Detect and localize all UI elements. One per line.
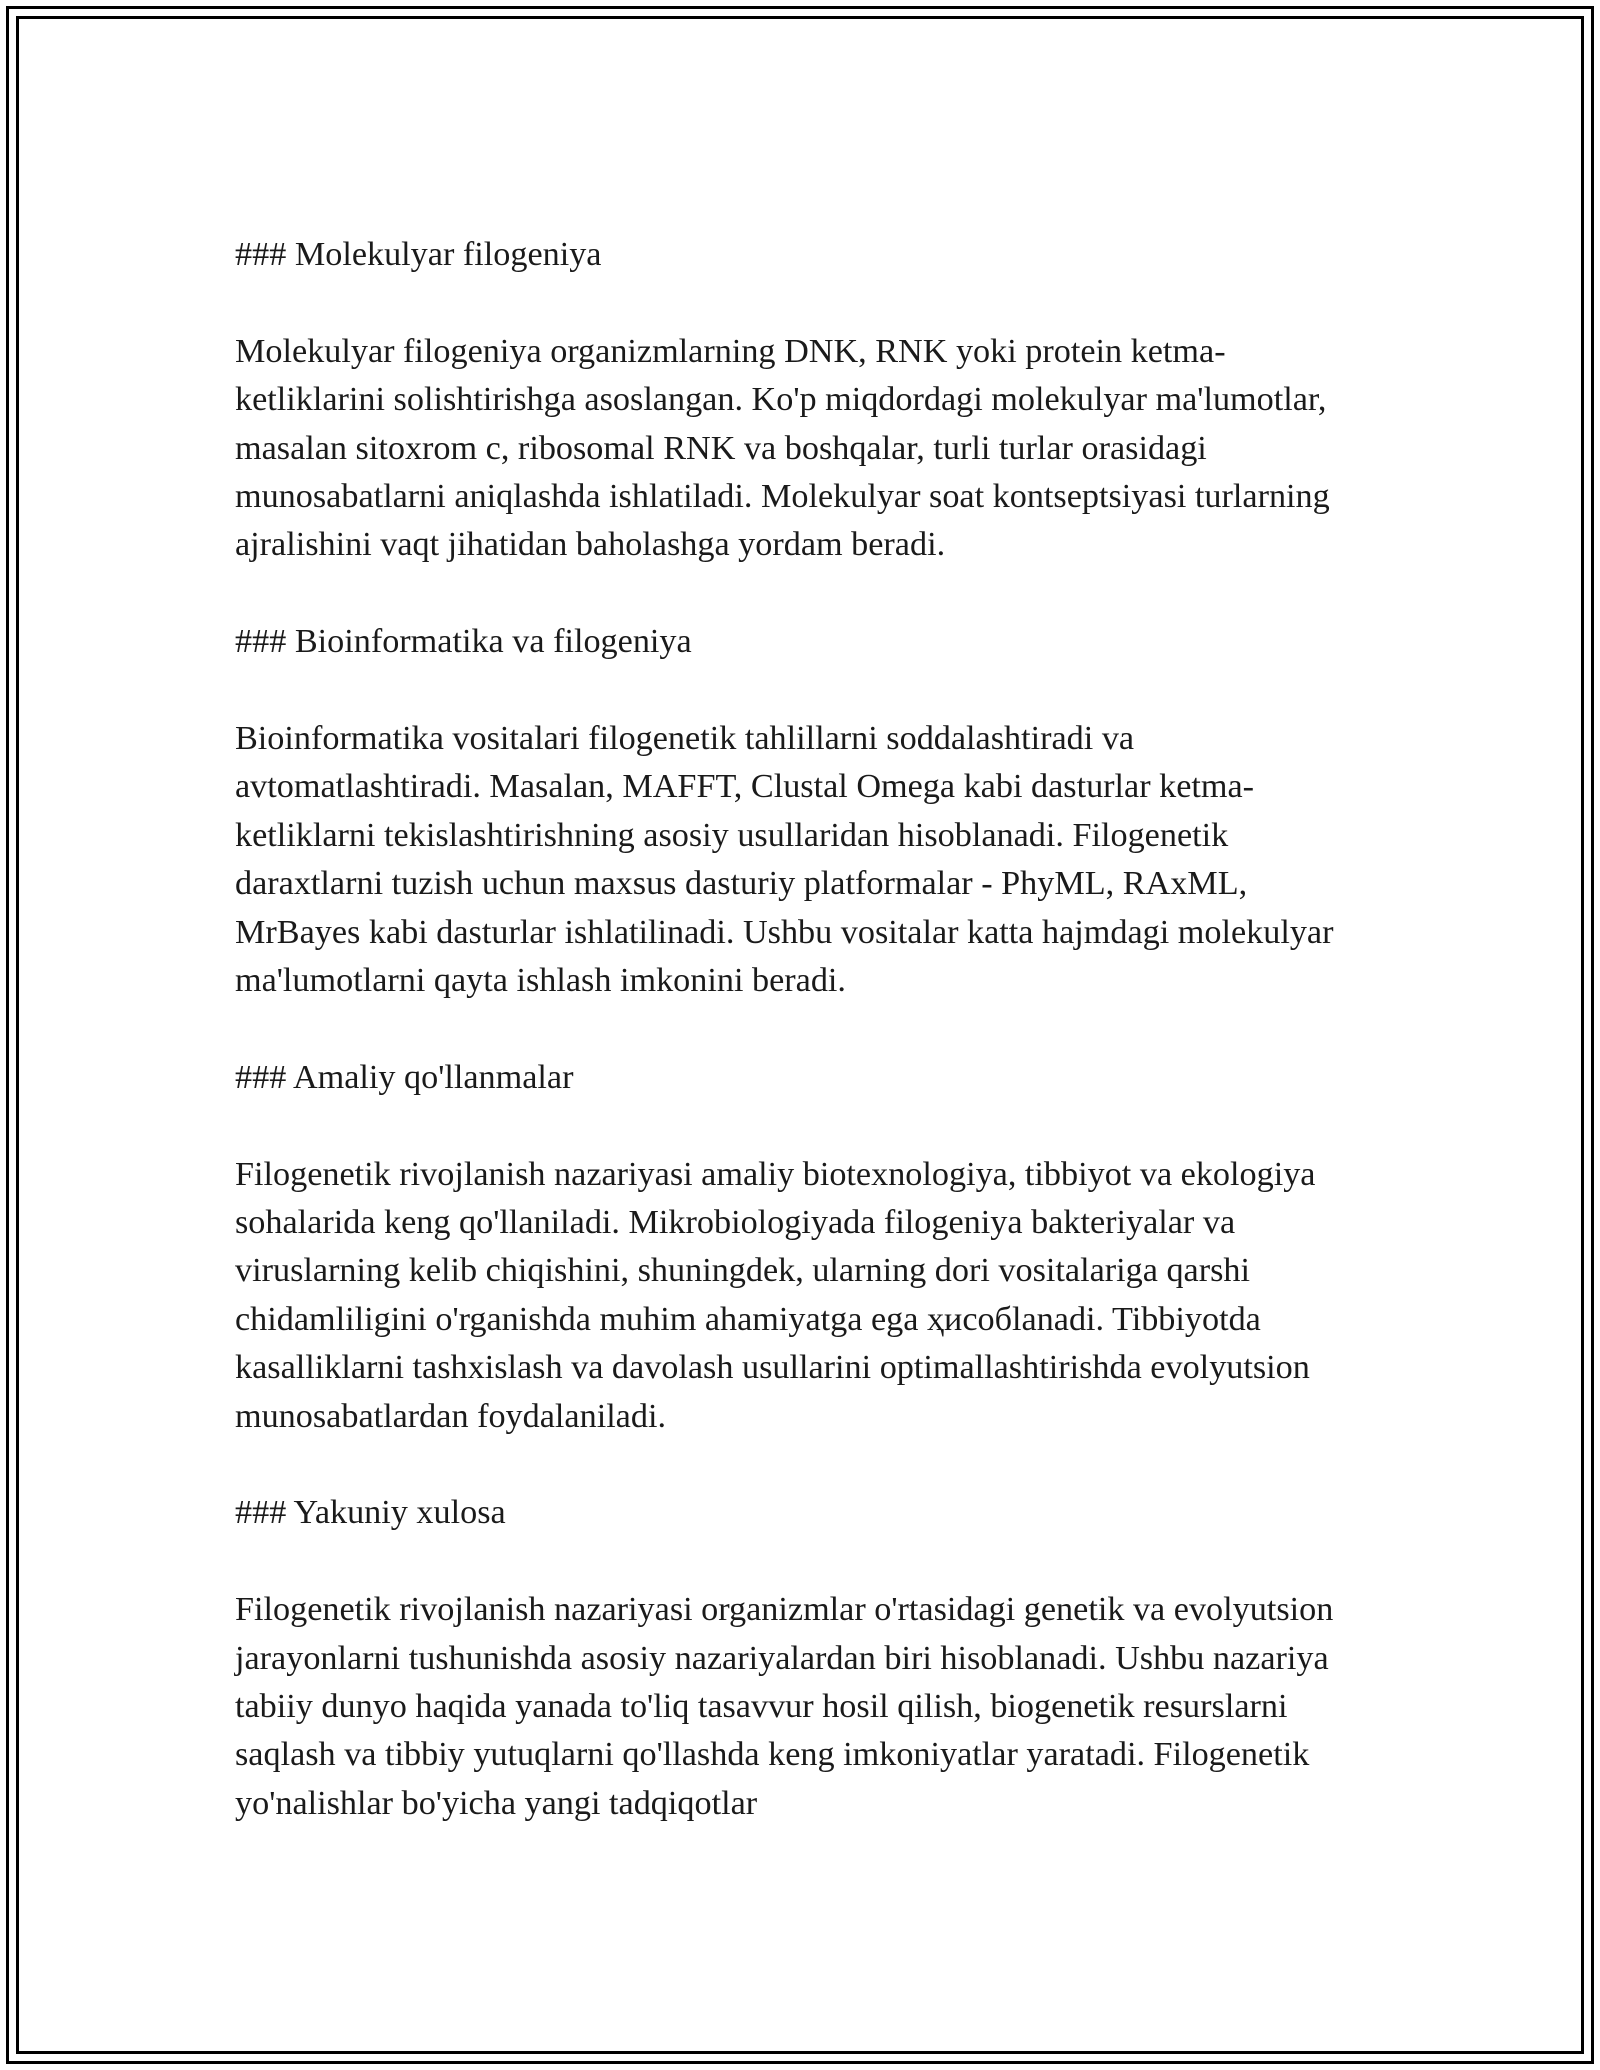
section-body-molekulyar-filogeniya: Molekulyar filogeniya organizmlarning DNK, RNK yoki protein ketma-ketliklarini solishtirishga asoslangan. Ko'p miqdordagi molekulyar ma'lumotlar, masalan sitoxrom c, ribosomal RNK va boshqalar, turli turlar orasidagi munosabatlarni aniqlashda ishlatiladi. Molekulyar soat kontseptsiyasi turlarning ajralishini vaqt jihatidan baholashga yordam beradi. — [235, 332, 1330, 564]
document-page — [235, 231, 1360, 1828]
section-heading-yakuniy-xulosa: ### Yakuniy xulosa — [235, 1494, 506, 1532]
section-heading-bioinformatika: ### Bioinformatika va filogeniya — [235, 623, 692, 661]
section-body-amaliy-qollanmalar: Filogenetik rivojlanish nazariyasi amaliy biotexnologiya, tibbiyot va ekologiya sohalarida keng qo'llaniladi. Mikrobiologiyada filogeniya bakteriyalar va viruslarning kelib chiqishini, shuningdek, ularning dori vositalariga qarshi chidamliligini o'rganishda muhim ahamiyatga ega ҳисобlanadi. Tibbiyotda kasalliklarni tashxislash va davolash usullarini optimallashtirishda evolyutsion munosabatlardan foydalaniladi. — [235, 1155, 1316, 1435]
section-body-yakuniy-xulosa: Filogenetik rivojlanish nazariyasi organizmlar o'rtasidagi genetik va evolyutsion jarayonlarni tushunishda asosiy nazariyalardan biri hisoblanadi. Ushbu nazariya tabiiy dunyo haqida yanada to'liq tasavvur hosil qilish, biogenetik resurslarni saqlash va tibbiy yutuqlarni qo'llashda keng imkoniyatlar yaratadi. Filogenetik yo'nalishlar bo'yicha yangi tadqiqotlar — [235, 1591, 1334, 1822]
section-heading-molekulyar-filogeniya: ### Molekulyar filogeniya — [235, 236, 602, 273]
section-body-bioinformatika: Bioinformatika vositalari filogenetik tahlillarni soddalashtiradi va avtomatlashtiradi. Masalan, MAFFT, Clustal Omega kabi dasturlar ketma-ketliklarni tekislashtirishning asosiy usullaridan hisoblanadi. Filogenetik daraxtlarni tuzish uchun maxsus dasturiy platformalar - PhyML, RAxML, MrBayes kabi dasturlar ishlatilinadi. Ushbu vositalar katta hajmdagi molekulyar ma'lumotlarni qayta ishlash imkonini beradi. — [235, 720, 1334, 1000]
section-heading-amaliy-qollanmalar: ### Amaliy qo'llanmalar — [235, 1058, 574, 1096]
